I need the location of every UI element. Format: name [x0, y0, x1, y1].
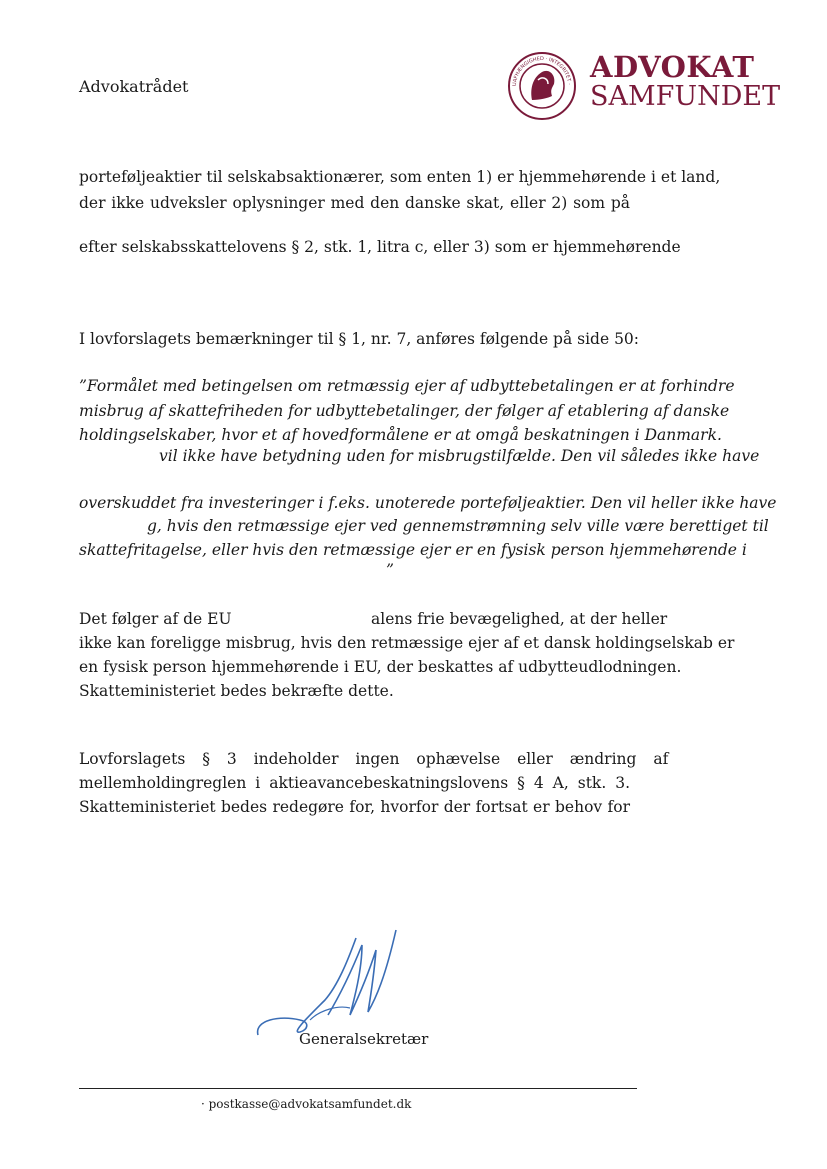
- quote-line: misbrug af skattefriheden for udbyttebetalinger, der følger af etablering af danske: [79, 402, 730, 420]
- text-line: efter selskabsskattelovens § 2, stk. 1, litra c, eller 3) som er hjemmehørende: [79, 238, 681, 256]
- text-line: mellemholdingreglen i aktieavancebeskatningslovens § 4 A, stk. 3.: [79, 774, 630, 792]
- quote-line: skattefritagelse, eller hvis den retmæssige ejer er en fysisk person hjemmehørende i: [79, 541, 747, 559]
- quote-close: ”: [386, 561, 394, 579]
- svg-text:UAFHÆNGIGHED · INTEGRITET · FO: UAFHÆNGIGHED · INTEGRITET ·: [511, 55, 572, 87]
- text-line: alens frie bevægelighed, at der heller: [371, 610, 668, 628]
- footer-email[interactable]: · postkasse@advokatsamfundet.dk: [201, 1097, 412, 1111]
- text-line: ikke kan foreligge misbrug, hvis den retmæssige ejer af et dansk holdingselskab er: [79, 634, 735, 652]
- quote-line: holdingselskaber, hvor et af hovedformålene er at omgå beskatningen i Danmark.: [79, 426, 722, 444]
- seal-icon: [506, 50, 578, 122]
- footer-divider: [79, 1088, 637, 1089]
- quote-line: overskuddet fra investeringer i f.eks. unoterede porteføljeaktier. Den vil heller ikke have: [79, 494, 777, 512]
- logo-line1: ADVOKAT: [590, 50, 755, 84]
- signer-title: Generalsekretær: [299, 1030, 429, 1048]
- sender-name: Advokatrådet: [79, 77, 189, 96]
- text-line: en fysisk person hjemmehørende i EU, der beskattes af udbytteudlodningen.: [79, 658, 682, 676]
- quote-line: g, hvis den retmæssige ejer ved gennemstrømning selv ville være berettiget til: [147, 517, 769, 535]
- text-line: porteføljeaktier til selskabsaktionærer, som enten 1) er hjemmehørende i et land,: [79, 168, 721, 186]
- logo: [506, 50, 786, 122]
- quote-line: ”Formålet med betingelsen om retmæssig ejer af udbyttebetalingen er at forhindre: [79, 377, 735, 395]
- logo-line2: SAMFUNDET: [590, 81, 781, 112]
- paragraph-2: I lovforslagets bemærkninger til § 1, nr. 7, anføres følgende på side 50:: [79, 330, 640, 348]
- text-line: Skatteministeriet bedes redegøre for, hvorfor der fortsat er behov for: [79, 798, 630, 816]
- text-line: Skatteministeriet bedes bekræfte dette.: [79, 682, 394, 700]
- text-line: Lovforslagets § 3 indeholder ingen ophævelse eller ændring af: [79, 750, 669, 768]
- quote-line: vil ikke have betydning uden for misbrugstilfælde. Den vil således ikke have: [159, 447, 760, 465]
- text-line: Det følger af de EU: [79, 610, 232, 628]
- text-line: der ikke udveksler oplysninger med den danske skat, eller 2) som på: [79, 194, 630, 212]
